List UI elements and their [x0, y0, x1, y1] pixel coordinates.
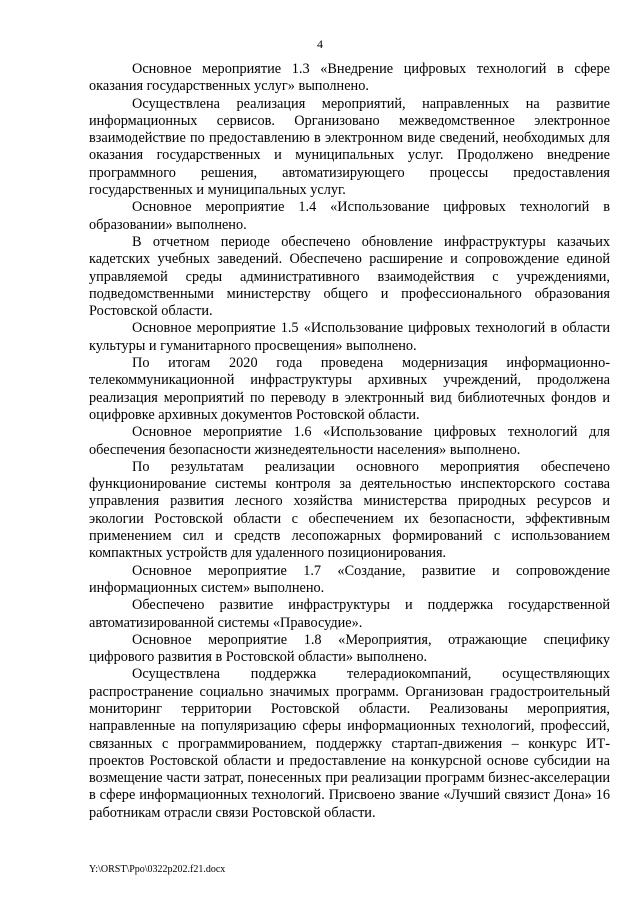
- page-number: 4: [317, 37, 323, 51]
- paragraph-measure-1-3: Основное мероприятие 1.3 «Внедрение цифровых технологий в сфере оказания государственных услуг» выполнено.: [89, 61, 610, 95]
- paragraph-measure-1-5: Основное мероприятие 1.5 «Использование цифровых технологий в области культуры и гуманитарного просвещения» выполнено.: [89, 320, 610, 354]
- paragraph-pravosudie: Обеспечено развитие инфраструктуры и поддержка государственной автоматизированной системы «Правосудие».: [89, 597, 610, 631]
- paragraph-broadcasting: Осуществлена поддержка телерадиокомпаний, осуществляющих распространение социально значимых программ. Организован градостроительный мониторинг территории Ростовской области. Реализованы мероприятия, направленные на популяризацию сферы информационных технологий, профессий, связанных с программированием, поддержку стартап-движения – конкурс ИТ-проектов Ростовской области и предоставление на конкурсной основе субсидии на возмещение части затрат, понесенных при реализации программ бизнес-акселерации в сфере информационных технологий. Присвоено звание «Лучший связист Дона» 16 работникам отрасли связи Ростовской области.: [89, 666, 610, 821]
- paragraph-measure-1-4: Основное мероприятие 1.4 «Использование цифровых технологий в образовании» выполнено.: [89, 199, 610, 233]
- paragraph-info-services: Осуществлена реализация мероприятий, направленных на развитие информационных сервисов. Организовано межведомственное электронное взаимодействие по предоставлению в электронном виде сведений, необходимых для оказания государственных и муниципальных услуг. Продолжено внедрение программного решения, автоматизирующего процессы предоставления государственных и муниципальных услуг.: [89, 95, 610, 199]
- paragraph-measure-1-6: Основное мероприятие 1.6 «Использование цифровых технологий для обеспечения безопасности жизнедеятельности населения» выполнено.: [89, 424, 610, 458]
- footer-file-path: Y:\ORST\Ppo\0322p202.f21.docx: [89, 864, 226, 875]
- paragraph-education: В отчетном периоде обеспечено обновление инфраструктуры казачьих кадетских учебных заведений. Обеспечено расширение и сопровождение единой управляемой среды административного взаимодействия с учреждениями, подведомственными министерству общего и профессионального образования Ростовской области.: [89, 233, 610, 320]
- paragraph-measure-1-8: Основное мероприятие 1.8 «Мероприятия, отражающие специфику цифрового развития в Ростовской области» выполнено.: [89, 631, 610, 666]
- document-body: [89, 61, 610, 822]
- paragraph-forestry-control: По результатам реализации основного мероприятия обеспечено функционирование системы контроля за деятельностью инспекторского состава управления развития лесного хозяйства министерства природных ресурсов и экологии Ростовской области с обеспечением их безопасности, эффективным применением сил и средств лесопожарных формирований с использованием компактных устройств для удаленного позиционирования.: [89, 458, 610, 562]
- paragraph-measure-1-7: Основное мероприятие 1.7 «Создание, развитие и сопровождение информационных систем» выполнено.: [89, 562, 610, 596]
- paragraph-archives: По итогам 2020 года проведена модернизация информационно-телекоммуникационной инфраструктуры архивных учреждений, продолжена реализация мероприятий по переводу в электронный вид библиотечных фондов и оцифровке архивных документов Ростовской области.: [89, 355, 610, 423]
